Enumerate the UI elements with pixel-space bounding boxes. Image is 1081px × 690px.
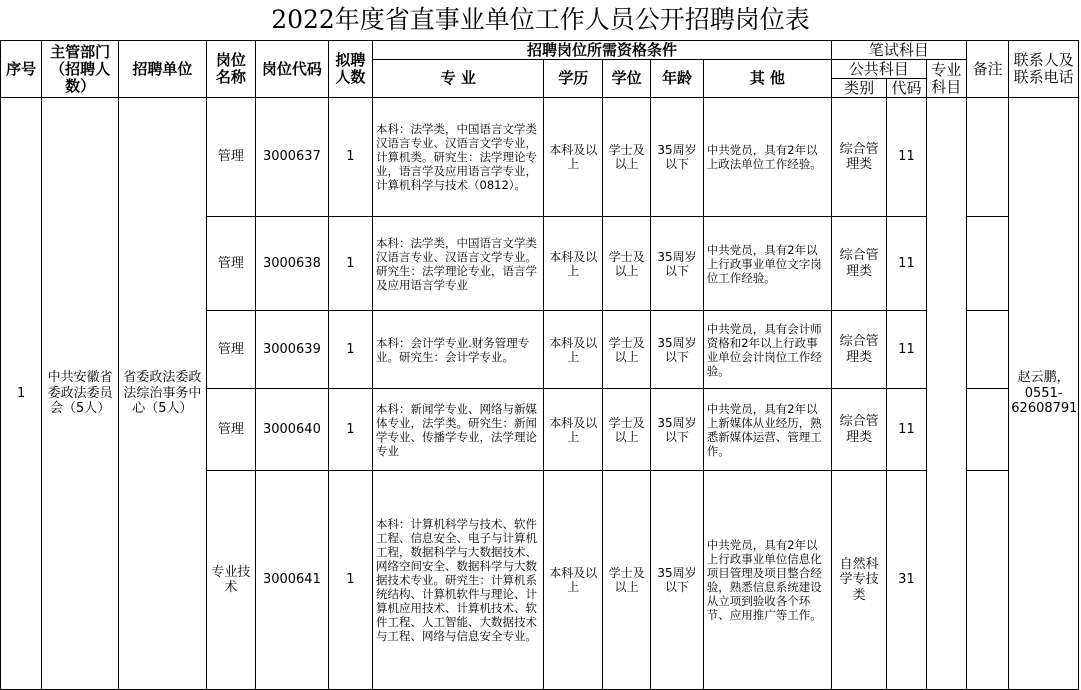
header-planned: 拟聘人数 bbox=[328, 41, 372, 98]
other-cell: 中共党员，具有会计师资格和2年以上行政事业单位会计岗位工作经验。 bbox=[703, 311, 831, 389]
major-cell: 本科：计算机科学与技术、软件工程、信息安全、电子与计算机工程，数据科学与大数据技术、网络空间安全、数据科学与大数据技术专业。研究生：计算机系统结构、计算机软件与理论、计算机应用技术、计算机技术、软件工程、人工智能、大数据技术与工程、网络与信息安全专业。 bbox=[373, 471, 544, 690]
degree-cell: 学士及以上 bbox=[602, 389, 650, 471]
education-cell: 本科及以上 bbox=[544, 98, 602, 217]
contact-cell: 赵云鹏，0551-62608791 bbox=[1009, 98, 1079, 690]
age-cell: 35周岁以下 bbox=[651, 311, 703, 389]
education-cell: 本科及以上 bbox=[544, 471, 602, 690]
category-cell: 综合管理类 bbox=[831, 311, 886, 389]
header-exam: 笔试科目 bbox=[831, 41, 966, 60]
header-education: 学历 bbox=[544, 60, 602, 98]
code-cell: 11 bbox=[887, 98, 926, 217]
category-cell: 自然科学专技类 bbox=[831, 471, 886, 690]
other-cell: 中共党员，具有2年以上新媒体从业经历，熟悉新媒体运营、管理工作。 bbox=[703, 389, 831, 471]
header-unit: 招聘单位 bbox=[118, 41, 206, 98]
professional-cell bbox=[926, 98, 966, 690]
planned-cell: 1 bbox=[328, 217, 372, 311]
header-degree: 学位 bbox=[602, 60, 650, 98]
education-cell: 本科及以上 bbox=[544, 389, 602, 471]
post-name-cell: 管理 bbox=[206, 217, 255, 311]
header-code: 代码 bbox=[887, 79, 926, 98]
category-cell: 综合管理类 bbox=[831, 217, 886, 311]
education-cell: 本科及以上 bbox=[544, 217, 602, 311]
degree-cell: 学士及以上 bbox=[602, 98, 650, 217]
major-cell: 本科：会计学专业.财务管理专业。研究生：会计学专业。 bbox=[373, 311, 544, 389]
major-cell: 本科：法学类，中国语言文学类汉语言专业、汉语言文学专业。研究生：法学理论专业，语言学及应用语言学专业 bbox=[373, 217, 544, 311]
remark-cell bbox=[966, 217, 1008, 311]
degree-cell: 学士及以上 bbox=[602, 471, 650, 690]
post-name-cell: 专业技术 bbox=[206, 471, 255, 690]
recruitment-table bbox=[0, 40, 1079, 690]
table-row bbox=[1, 98, 1079, 217]
planned-cell: 1 bbox=[328, 98, 372, 217]
age-cell: 35周岁以下 bbox=[651, 217, 703, 311]
planned-cell: 1 bbox=[328, 311, 372, 389]
code-cell: 11 bbox=[887, 217, 926, 311]
post-name-cell: 管理 bbox=[206, 98, 255, 217]
major-cell: 本科：新闻学专业、网络与新媒体专业，法学类。研究生：新闻学专业、传播学专业，法学理论专业 bbox=[373, 389, 544, 471]
header-professional: 专业科目 bbox=[926, 60, 966, 98]
remark-cell bbox=[966, 98, 1008, 217]
education-cell: 本科及以上 bbox=[544, 311, 602, 389]
age-cell: 35周岁以下 bbox=[651, 389, 703, 471]
other-cell: 中共党员，具有2年以上政法单位工作经验。 bbox=[703, 98, 831, 217]
seq-cell: 1 bbox=[1, 98, 42, 690]
header-remark: 备注 bbox=[966, 41, 1008, 98]
degree-cell: 学士及以上 bbox=[602, 217, 650, 311]
dept-cell: 中共安徽省委政法委员会（5人） bbox=[42, 98, 119, 690]
post-code-cell: 3000640 bbox=[256, 389, 329, 471]
planned-cell: 1 bbox=[328, 471, 372, 690]
post-name-cell: 管理 bbox=[206, 389, 255, 471]
header-category: 类别 bbox=[831, 79, 886, 98]
header-dept: 主管部门（招聘人数） bbox=[42, 41, 119, 98]
post-code-cell: 3000637 bbox=[256, 98, 329, 217]
remark-cell bbox=[966, 471, 1008, 690]
degree-cell: 学士及以上 bbox=[602, 311, 650, 389]
planned-cell: 1 bbox=[328, 389, 372, 471]
post-code-cell: 3000638 bbox=[256, 217, 329, 311]
post-name-cell: 管理 bbox=[206, 311, 255, 389]
other-cell: 中共党员，具有2年以上行政事业单位文字岗位工作经验。 bbox=[703, 217, 831, 311]
header-age: 年龄 bbox=[651, 60, 703, 98]
remark-cell bbox=[966, 311, 1008, 389]
category-cell: 综合管理类 bbox=[831, 98, 886, 217]
page-title: 2022年度省直事业单位工作人员公开招聘岗位表 bbox=[271, 5, 810, 34]
major-cell: 本科：法学类，中国语言文学类汉语言专业、汉语言文学专业，计算机类。研究生：法学理论专业，语言学及应用语言学专业，计算机科学与技术（0812）。 bbox=[373, 98, 544, 217]
other-cell: 中共党员，具有2年以上行政事业单位信息化项目管理及项目整合经验，熟悉信息系统建设从立项到验收各个环节、应用推广等工作。 bbox=[703, 471, 831, 690]
header-seq: 序号 bbox=[1, 41, 42, 98]
header-contact: 联系人及联系电话 bbox=[1009, 41, 1079, 98]
remark-cell bbox=[966, 389, 1008, 471]
code-cell: 11 bbox=[887, 389, 926, 471]
age-cell: 35周岁以下 bbox=[651, 471, 703, 690]
code-cell: 31 bbox=[887, 471, 926, 690]
header-major: 专 业 bbox=[373, 60, 544, 98]
header-other: 其 他 bbox=[703, 60, 831, 98]
post-code-cell: 3000639 bbox=[256, 311, 329, 389]
header-qualifications: 招聘岗位所需资格条件 bbox=[373, 41, 832, 60]
unit-cell: 省委政法委政法综治事务中心（5人） bbox=[118, 98, 206, 690]
category-cell: 综合管理类 bbox=[831, 389, 886, 471]
header-public-subject: 公共科目 bbox=[831, 60, 926, 79]
post-code-cell: 3000641 bbox=[256, 471, 329, 690]
header-post-code: 岗位代码 bbox=[256, 41, 329, 98]
code-cell: 11 bbox=[887, 311, 926, 389]
header-post-name: 岗位名称 bbox=[206, 41, 255, 98]
age-cell: 35周岁以下 bbox=[651, 98, 703, 217]
